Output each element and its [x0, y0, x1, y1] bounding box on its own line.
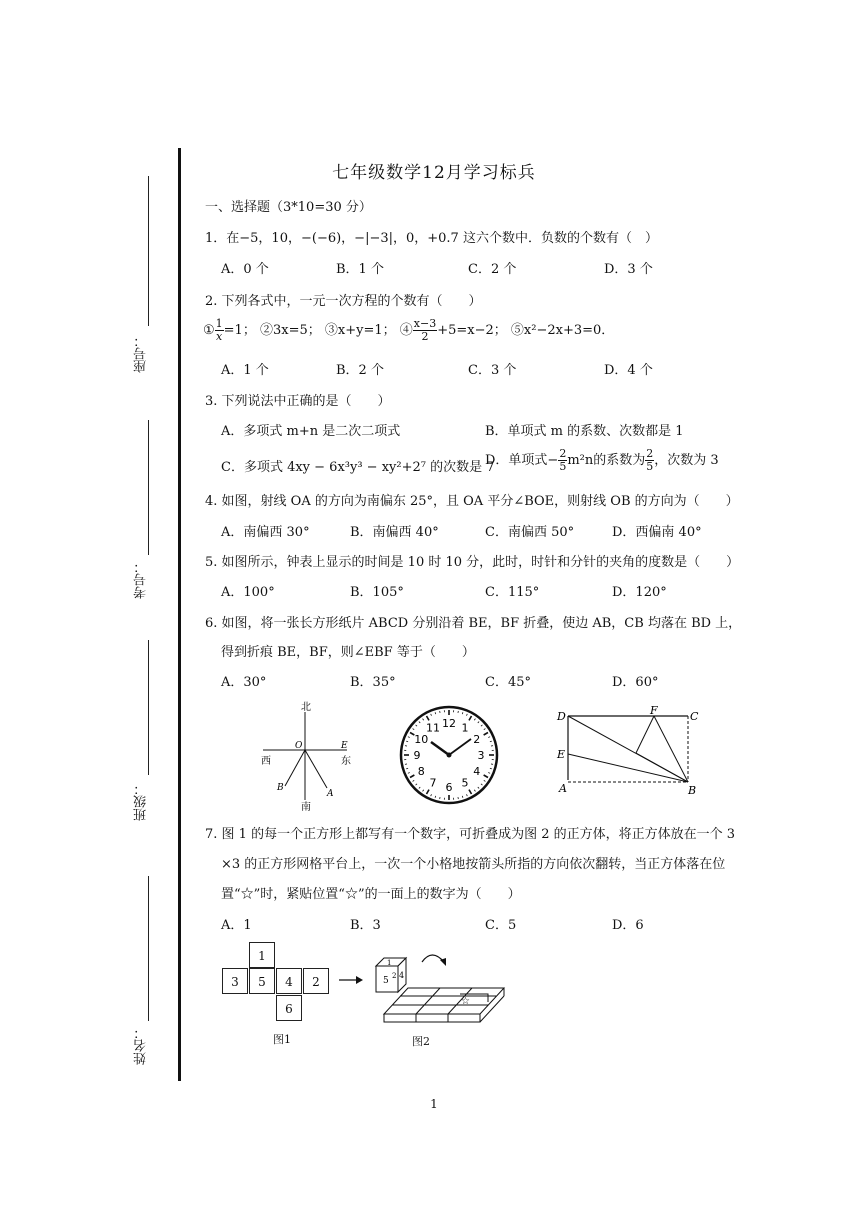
net-cell-5: 5: [249, 968, 275, 994]
name-label: 姓名：: [134, 1026, 149, 1065]
compass-b: B: [277, 783, 284, 793]
net-cell-3: 3: [222, 968, 248, 994]
question-3-stem: 3. 下列说法中正确的是（ ）: [205, 394, 391, 409]
clock-number: 5: [461, 776, 469, 790]
clock-tick: [484, 780, 486, 781]
clock-tick: [490, 741, 492, 742]
clock-number: 11: [426, 721, 440, 735]
net-cell-1: 1: [249, 942, 275, 968]
compass-west: 西: [261, 756, 271, 767]
question-6-stem-line1: 6. 如图，将一张长方形纸片 ABCD 分别沿着 BE，BF 折叠，使边 AB，CB 均落在 BD 上，: [205, 616, 742, 631]
clock-tick: [466, 714, 467, 716]
compass-north: 北: [301, 702, 311, 713]
q1-option-a: A．0 个: [221, 262, 269, 277]
q5-option-b: B．105°: [350, 585, 404, 600]
clock-number: 7: [429, 776, 437, 790]
question-7-stem-line2: ×3 的正方形网格平台上，一次一个小格地按箭头所指的方向依次翻转，当正方体落在位: [221, 857, 726, 872]
rect-b: B: [688, 784, 697, 796]
q4-option-b: B．南偏西 40°: [350, 525, 439, 540]
section-heading: 一、选择题（3*10=30 分）: [205, 200, 372, 215]
figure-1-caption: 图1: [273, 1033, 291, 1046]
clock-tick: [484, 733, 488, 736]
binding-line: [178, 148, 181, 1081]
seat-blank: [148, 176, 149, 326]
seat-label: 座号：: [134, 334, 149, 373]
clock-tick: [469, 790, 472, 794]
clock-number: 10: [414, 733, 429, 746]
q3-option-b: B．单项式 m 的系数、次数都是 1: [485, 424, 684, 439]
rect-d: D: [557, 710, 566, 723]
q7-option-b: B．3: [350, 918, 381, 933]
q4-option-d: D．西偏南 40°: [612, 525, 702, 540]
question-4-stem: 4. 如图，射线 OA 的方向为南偏东 25°，且 OA 平分∠BOE，则射线 OB 的方向为（ ）: [205, 494, 739, 509]
clock-tick: [408, 772, 410, 773]
exam-no-blank: [148, 420, 149, 555]
clock-tick: [484, 729, 486, 730]
clock-tick: [431, 794, 432, 796]
compass-figure: [255, 700, 365, 812]
clock-tick: [427, 790, 430, 794]
net-cell-4: 4: [276, 968, 302, 994]
question-2-stem: 2. 下列各式中，一元一次方程的个数有（ ）: [205, 294, 482, 309]
rect-a: A: [559, 782, 567, 795]
q3-option-c: C．多项式 4xy − 6x³y³ − xy²+2⁷ 的次数是 7: [221, 460, 495, 475]
clock-tick: [481, 725, 482, 726]
clock-tick: [478, 722, 479, 723]
clock-tick: [481, 784, 482, 785]
q3-option-a: A．多项式 m+n 是二次二项式: [221, 424, 401, 439]
q2-option-a: A．1 个: [221, 363, 269, 378]
clock-tick: [406, 741, 408, 742]
arrow-icon: [338, 974, 364, 986]
clock-tick: [474, 790, 475, 792]
q7-option-d: D．6: [612, 918, 644, 933]
clock-tick: [466, 794, 467, 796]
clock-tick: [490, 768, 492, 769]
clock-tick: [406, 768, 408, 769]
exam-no-label: 考号：: [134, 560, 149, 599]
class-label: 班级：: [134, 782, 149, 821]
question-7-stem-line1: 7. 图 1 的每一个正方形上都写有一个数字，可折叠成为图 2 的正方体，将正方体放在一个 3: [205, 827, 736, 842]
clock-tick: [488, 737, 490, 738]
q2-option-b: B．2 个: [336, 363, 384, 378]
compass-o: O: [295, 741, 303, 751]
clock-tick: [462, 712, 463, 714]
net-cell-6: 6: [276, 995, 302, 1021]
clock-tick: [469, 716, 472, 720]
q5-option-a: A．100°: [221, 585, 275, 600]
q2-equations: ① $\frac{1}{x}$ =1； ②3x=5； ③x+y=1； ④ $\frac{x-3}{2}$ +5=x−2； ⑤x²−2x+3=0．: [203, 317, 615, 343]
compass-e: E: [341, 741, 348, 751]
clock-tick: [408, 737, 410, 738]
q7-option-a: A．1: [221, 918, 252, 933]
question-7-stem-line3: 置“☆”时，紧贴位置“☆”的一面上的数字为（ ）: [221, 887, 521, 902]
clock-tick: [431, 714, 432, 716]
q1-option-c: C．2 个: [468, 262, 517, 277]
svg-text:4: 4: [399, 971, 405, 980]
clock-tick: [419, 787, 420, 788]
cube-grid-figure: [370, 944, 510, 1030]
question-6-stem-line2: 得到折痕 BE，BF，则∠EBF 等于（ ）: [221, 645, 475, 660]
q3-option-d: D．单项式− $\frac{2}{5}$ m²n的系数为 $\frac{2}{5}$ ，次数为 3: [485, 447, 719, 473]
q7-option-c: C．5: [485, 918, 517, 933]
clock-tick: [419, 722, 420, 723]
question-1-stem: 1．在−5，10，−(−6)，−|−3|，0，+0.7 这六个数中．负数的个数有（ ）: [205, 231, 658, 246]
class-blank: [148, 640, 149, 775]
clock-tick: [435, 796, 436, 798]
clock-number: 9: [413, 749, 421, 762]
net-cell-2: 2: [303, 968, 329, 994]
q6-option-a: A．30°: [221, 675, 267, 690]
q4-option-a: A．南偏西 30°: [221, 525, 310, 540]
clock-tick: [474, 719, 475, 721]
clock-number: 4: [473, 765, 481, 778]
q1-option-d: D．3 个: [604, 262, 653, 277]
clock-number: 1: [461, 721, 469, 735]
clock-tick: [427, 716, 430, 720]
clock-number: 3: [477, 749, 485, 762]
name-blank: [148, 876, 149, 1021]
clock-tick: [435, 712, 436, 714]
figure-2-caption: 图2: [412, 1035, 430, 1048]
rectangle-fold-figure: [554, 706, 706, 796]
clock-number: 12: [442, 717, 456, 730]
q4-option-c: C．南偏西 50°: [485, 525, 575, 540]
clock-tick: [423, 719, 424, 721]
clock-tick: [462, 796, 463, 798]
star-position-icon: ☆: [461, 996, 470, 1007]
q5-option-d: D．120°: [612, 585, 667, 600]
clock-tick: [423, 790, 424, 792]
clock-tick: [416, 725, 417, 726]
svg-text:2: 2: [392, 972, 397, 980]
clock-tick: [478, 787, 479, 788]
q2-option-c: C．3 个: [468, 363, 517, 378]
clock-tick: [416, 784, 417, 785]
clock-number: 6: [445, 781, 453, 794]
rect-c: C: [690, 710, 699, 723]
svg-text:5: 5: [383, 976, 389, 986]
clock-tick: [488, 772, 490, 773]
q6-option-c: C．45°: [485, 675, 531, 690]
clock-tick: [484, 775, 488, 778]
page-title: 七年级数学12月学习标兵: [332, 163, 536, 183]
page-number: 1: [430, 1097, 438, 1111]
svg-text:1: 1: [387, 959, 392, 967]
clock-tick: [413, 780, 415, 781]
clock-number: 2: [473, 733, 481, 746]
rect-f: F: [650, 706, 658, 717]
q2-option-d: D．4 个: [604, 363, 653, 378]
clock-number: 8: [417, 765, 425, 778]
rect-e: E: [557, 748, 566, 761]
compass-a: A: [327, 789, 334, 799]
q6-option-b: B．35°: [350, 675, 396, 690]
question-5-stem: 5. 如图所示，钟表上显示的时间是 10 时 10 分，此时，时针和分针的夹角的度数是（ ）: [205, 555, 740, 570]
clock-tick: [410, 775, 414, 778]
compass-south: 南: [301, 802, 311, 812]
q6-option-d: D．60°: [612, 675, 659, 690]
clock-figure: [398, 704, 500, 806]
q1-option-b: B．1 个: [336, 262, 384, 277]
q5-option-c: C．115°: [485, 585, 540, 600]
clock-tick: [413, 729, 415, 730]
compass-east: 东: [341, 756, 351, 767]
